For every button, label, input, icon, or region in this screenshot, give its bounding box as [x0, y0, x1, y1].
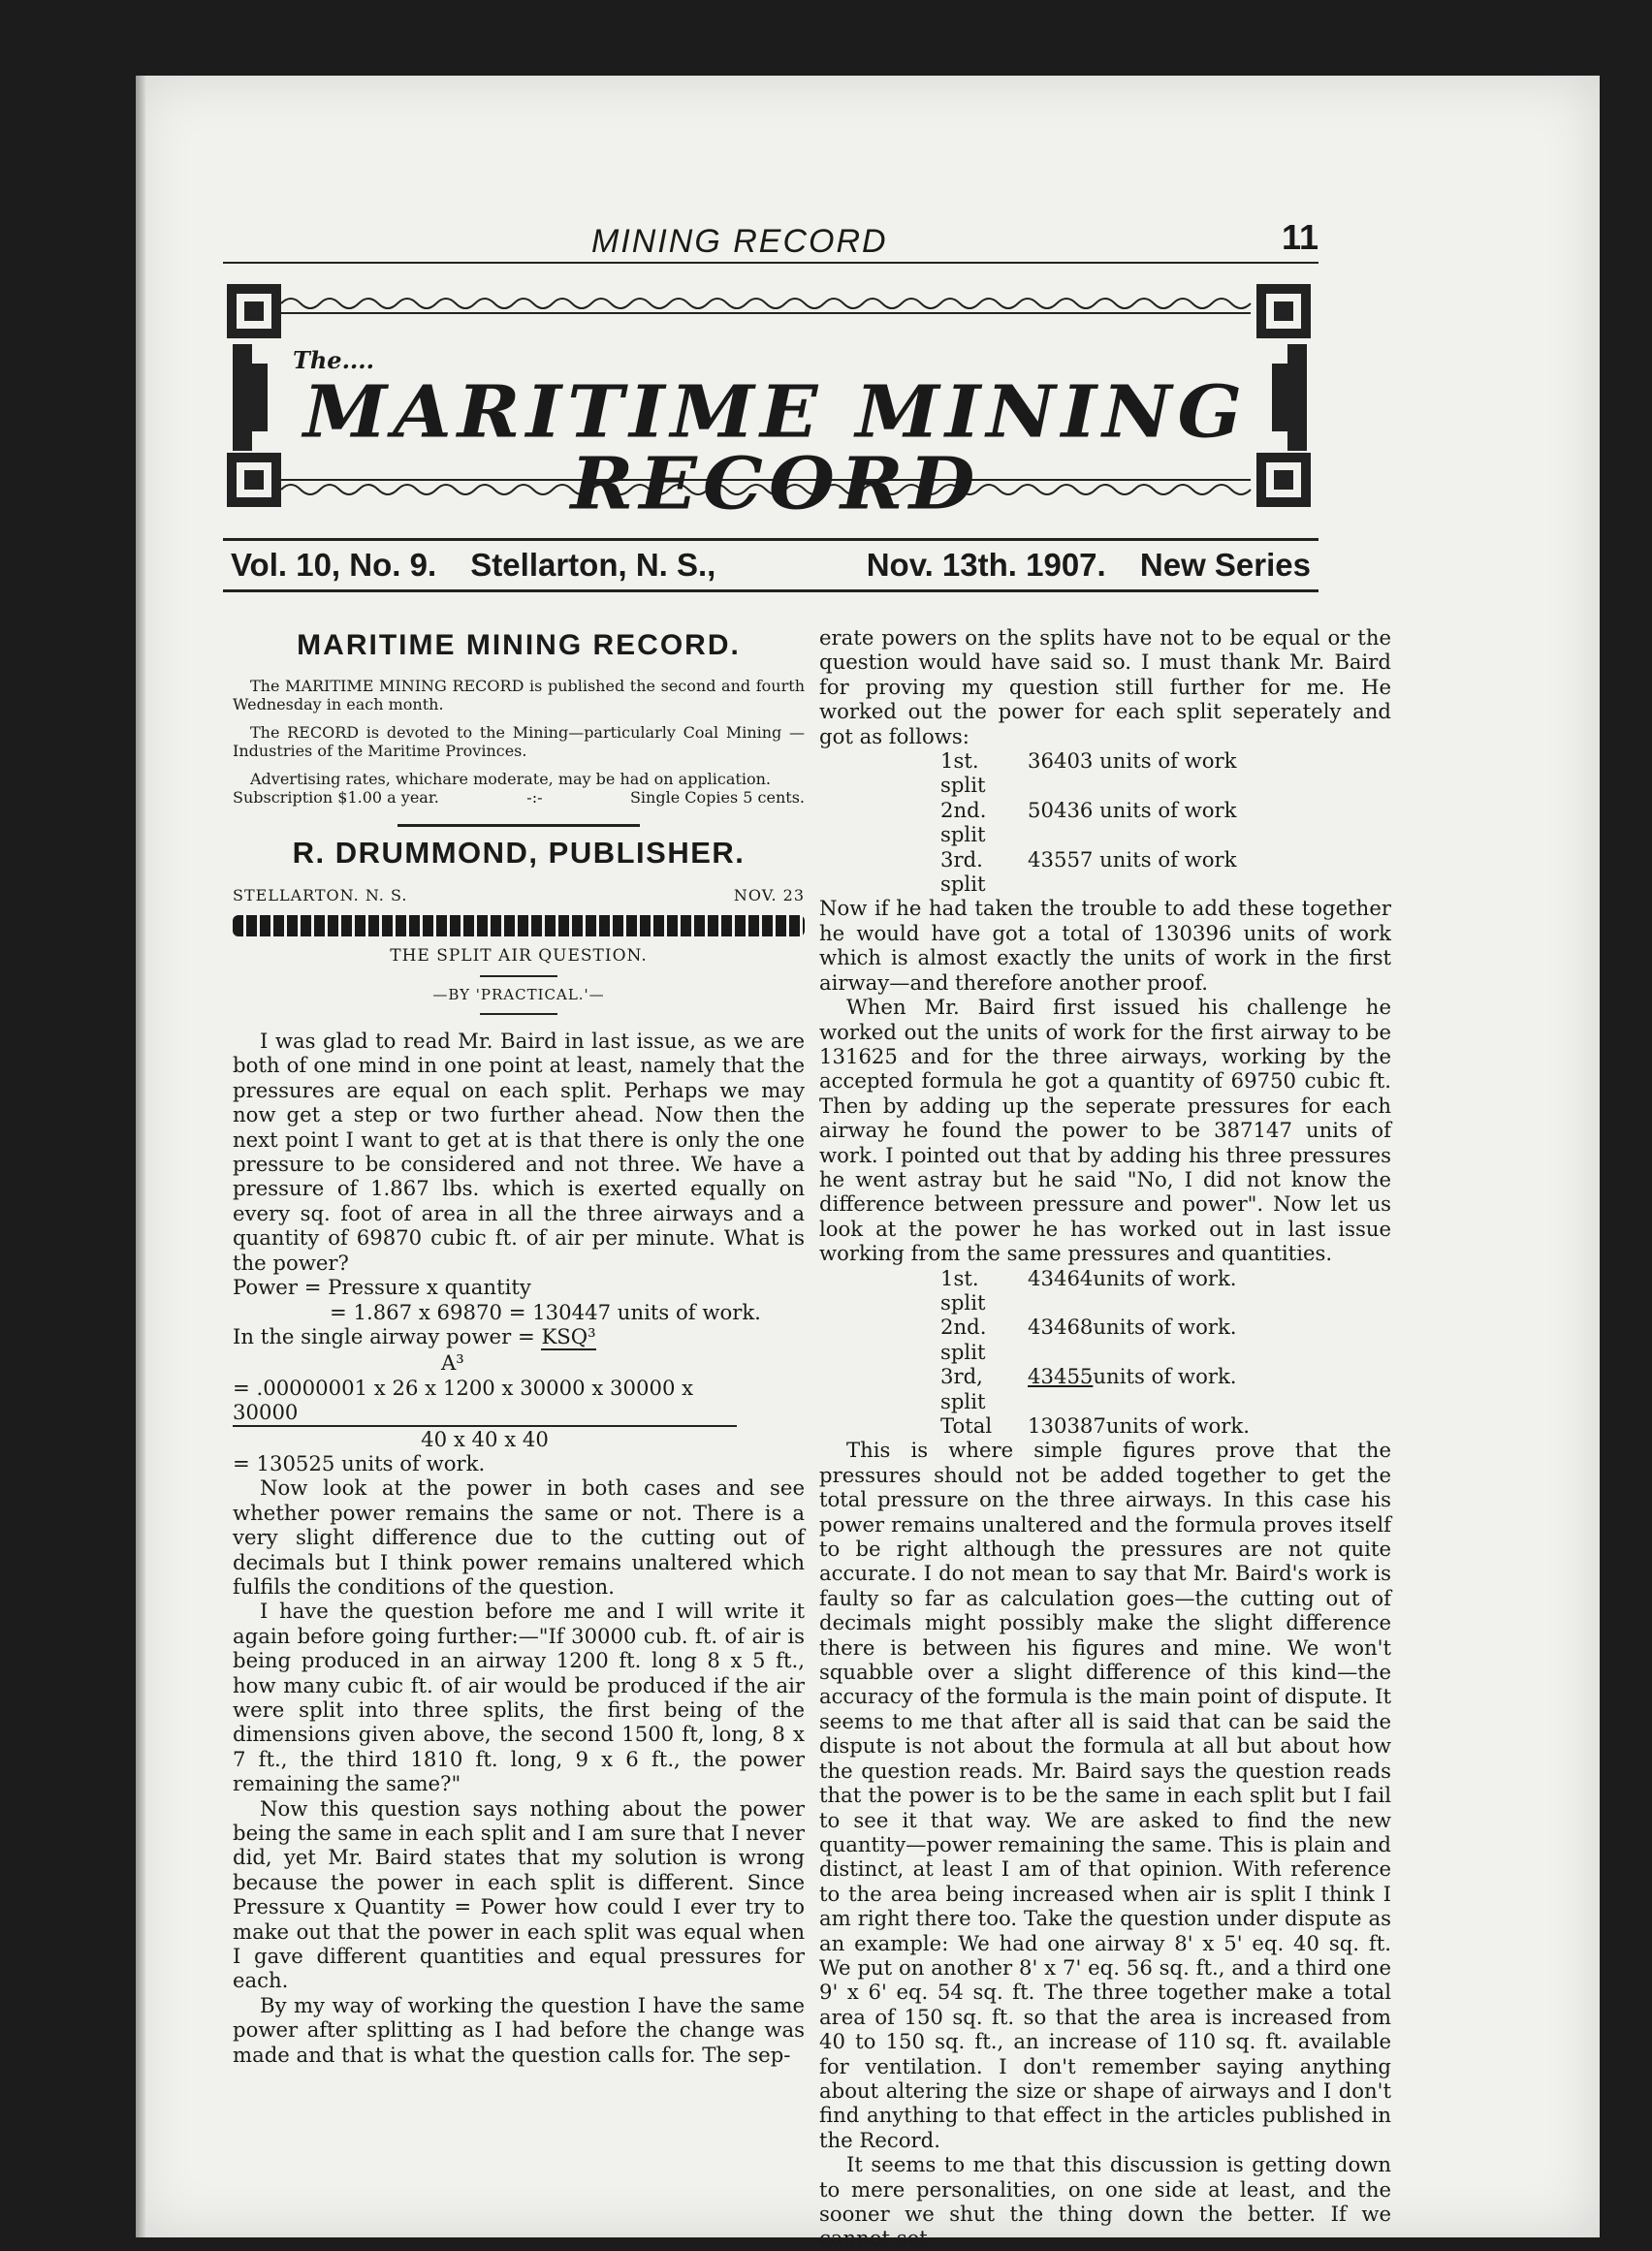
split-value: 50436 units of work: [1028, 797, 1237, 822]
split-label: 1st. split: [940, 748, 986, 798]
math-line: = 130525 units of work.: [233, 1450, 486, 1475]
page-number: 11: [1281, 217, 1318, 257]
dateline: [223, 538, 1318, 592]
notice-paragraph: The MARITIME MINING RECORD is published the second and fourth Wednesday in each month.: [233, 677, 805, 714]
split-value: 43557 units of work: [1028, 846, 1237, 872]
right-column: [819, 625, 1391, 2251]
split-row: [940, 847, 1391, 897]
math-line: [233, 1324, 805, 1350]
split-unit: units of work.: [1105, 1413, 1251, 1438]
series: New Series: [1139, 547, 1311, 583]
article-paragraph: When Mr. Baird first issued his challenge he worked out the units of work for the first airway to be 131625 and for the three airways, working by the accepted formula he got a quantity of 69750 cubic ft. Then by adding up the seperate pressures for each airway he found the power to be 387147 units of work. I pointed out that by adding his three pressures he went astray but he said "No, I did not know the difference between pressure and power". Now let us look at the power he has worked out in last issue working from the same pressures and quantities.: [819, 995, 1391, 1266]
split-label: 3rd. split: [940, 846, 986, 897]
article-title: THE SPLIT AIR QUESTION.: [390, 946, 648, 967]
split-row: [940, 1266, 1391, 1316]
single-copy-price: Single Copies 5 cents.: [629, 788, 805, 808]
article-paragraph: By my way of working the question I have the same power after splitting as I had before the change was made and that is what the question calls for. The sep-: [233, 1992, 805, 2067]
split-value: 43455: [1028, 1364, 1094, 1389]
math-line: = 1.867 x 69870 = 130447 units of work.: [330, 1299, 761, 1324]
volume-number: Vol. 10, No. 9.: [231, 547, 437, 583]
split-label: Total: [940, 1413, 993, 1438]
separator: -:-: [526, 788, 543, 808]
split-total-row: [940, 1413, 1391, 1438]
split-row: [940, 798, 1391, 847]
split-row: [940, 1364, 1391, 1413]
article-paragraph: erate powers on the splits have not to be equal or the question would have said so. I must thank Mr. Baird for proving my question still further for me. He worked out the power for each split seperately and got as follows:: [819, 625, 1391, 748]
split-row: [940, 1315, 1391, 1364]
math-block: [233, 1275, 805, 1475]
formula-numerator: KSQ³: [541, 1324, 595, 1350]
masthead: [223, 276, 1318, 526]
split-row: [940, 748, 1391, 798]
split-label: 2nd. split: [940, 1315, 987, 1364]
math-text: In the single airway power =: [233, 1323, 542, 1348]
math-line: 40 x 40 x 40: [421, 1426, 549, 1451]
split-value: 36403 units of work: [1028, 748, 1237, 774]
notice-heading: MARITIME MINING RECORD.: [297, 629, 741, 661]
math-line: = .00000001 x 26 x 1200 x 30000 x 30000 x 30000: [233, 1376, 737, 1427]
notice-paragraph: Advertising rates, whichare moderate, may be had on application.: [250, 770, 771, 789]
ornamental-rule: [233, 915, 805, 936]
article-paragraph: Now look at the power in both cases and see whether power remains the same or not. There is a very slight difference due to the cutting out of decimals but I think power remains unaltered which fulfils the conditions of the question.: [233, 1475, 805, 1599]
split-label: 3rd, split: [940, 1364, 986, 1413]
split-unit: units of work.: [1093, 1364, 1237, 1389]
issue-date: Nov. 13th. 1907.: [866, 547, 1106, 583]
divider: [397, 824, 640, 827]
split-unit: units of work.: [1093, 1315, 1237, 1340]
place: Stellarton, N. S.,: [470, 547, 716, 583]
stellarton-date: NOV. 23: [733, 885, 805, 904]
article-paragraph: I have the question before me and I will write it again before going further:—"If 30000 cub. ft. of air is being produced in an airway 1200 ft. long 8 x 5 ft., how many cubic ft. of air would be produced if the air were split into three splits, the first being of the dimensions given above, the second 1500 ft, long, 8 x 7 ft., the third 1810 ft. long, 9 x 6 ft., the power remaining the same?": [233, 1599, 805, 1796]
article-paragraph: Now this question says nothing about the power being the same in each split and I am sure that I never did, yet Mr. Baird states that my solution is wrong because the power in each split is different. Since Pressure x Quantity = Power how could I ever try to make out that the power in each split was equal when I gave different quantities and equal pressures for each.: [233, 1795, 805, 1993]
stellarton-line: [233, 883, 805, 907]
split-value: 43464: [1028, 1265, 1094, 1290]
split-label: 1st. split: [940, 1265, 986, 1315]
article-byline: —BY 'PRACTICAL.'—: [432, 985, 605, 1003]
split-unit: units of work.: [1093, 1265, 1237, 1290]
notice-paragraph: The RECORD is devoted to the Mining—particularly Coal Mining —Industries of the Maritime Provinces.: [233, 723, 805, 761]
page-binding-edge: [136, 76, 145, 2237]
divider: [480, 975, 557, 977]
article-paragraph: It seems to me that this discussion is getting down to mere personalities, on one side at least, and the sooner we shut the thing down the better. If we cannot set-: [819, 2152, 1391, 2251]
subscription-price: Subscription $1.00 a year.: [233, 788, 439, 808]
splits-list-a: [819, 748, 1391, 896]
subscription-line: [233, 788, 805, 807]
split-label: 2nd. split: [940, 797, 987, 847]
divider: [480, 1013, 557, 1015]
stellarton-place: STELLARTON. N. S.: [233, 885, 408, 904]
math-line: Power = Pressure x quantity: [233, 1275, 531, 1300]
article-paragraph: I was glad to read Mr. Baird in last issue, as we are both of one mind in one point at least, namely that the pressures are equal on each split. Perhaps we may now get a step or two further ahead. Now then the next point I want to get at is that there is only the one pressure to be considered and not three. We have a pressure of 1.867 lbs. which is exerted equally on every sq. foot of area in all the three airways and a quantity of 69870 cubic ft. of air per minute. What is the power?: [233, 1029, 805, 1275]
publisher-line: R. DRUMMOND, PUBLISHER.: [292, 836, 746, 871]
splits-list-b: [819, 1266, 1391, 1439]
article-paragraph: This is where simple figures prove that the pressures should not be added together to get the total pressure on the three airways. In this case his power remains unaltered and the formula proves itself to be right although the pressures are not quite accurate. I do not mean to say that Mr. Baird's work is faulty so far as calculation goes—the cutting out of decimals might possibly make the slight difference there is between his figures and mine. We won't squabble over a slight difference of this kind—the accuracy of the formula is the main point of dispute. It seems to me that after all is said that can be said the dispute is not about the formula at all but about how the question reads. Mr. Baird says the question reads that the power is to be the same in each split but I fail to see it that way. We are asked to find the new quantity—power remaining the same. This is plain and distinct, at least I am of that opinion. With reference to the area being increased when air is split I think I am right there too. Take the question under dispute as an example: We had one airway 8' x 5' eq. 40 sq. ft. We put on another 8' x 7' eq. 56 sq. ft., and a third one 9' x 6' eq. 54 sq. ft. The three together make a total area of 150 sq. ft. so that the area is increased from 40 to 150 sq. ft., an increase of 110 sq. ft. available for ventilation. I don't remember saying anything about altering the size or shape of airways and I don't find anything to that effect in the articles published in the Record.: [819, 1438, 1391, 2152]
running-title: MINING RECORD: [591, 223, 888, 260]
split-value: 43468: [1028, 1315, 1094, 1340]
split-value: 130387: [1028, 1413, 1106, 1438]
article-paragraph: Now if he had taken the trouble to add these together he would have got a total of 130396 units of work which is almost exactly the units of work in the first airway—and therefore another proof.: [819, 896, 1391, 995]
formula-denominator: A³: [441, 1350, 464, 1376]
running-head: [223, 217, 1318, 264]
masthead-title: MARITIME MINING RECORD: [302, 370, 1249, 526]
left-column: [233, 625, 805, 2067]
publication-notice: [233, 677, 805, 807]
masthead-small-title: The....: [293, 346, 374, 374]
